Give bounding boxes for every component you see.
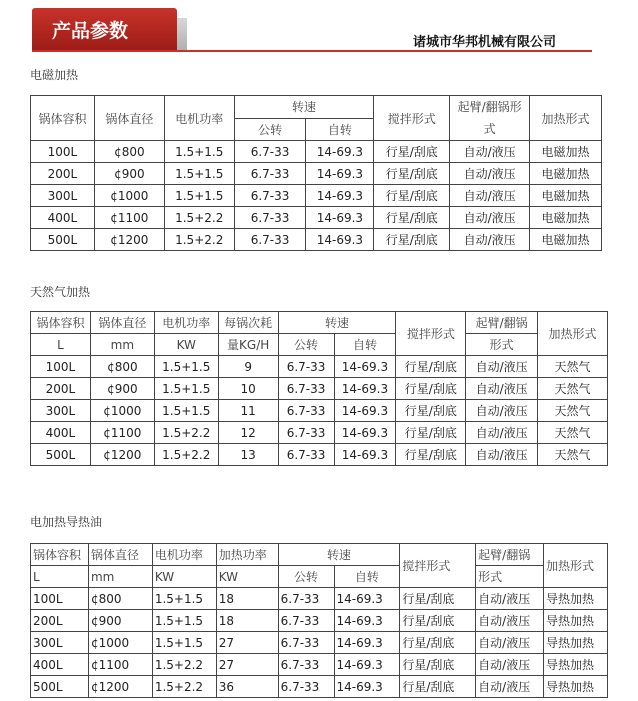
col-header: 电机功率 — [154, 312, 218, 334]
col-header: 每锅次耗 — [218, 312, 278, 334]
table-row — [31, 378, 608, 400]
table-cell: 行星/刮底 — [396, 356, 466, 378]
table-cell: 300L — [31, 185, 95, 207]
table-cell: 行星/刮底 — [374, 141, 450, 163]
table-cell: 6.7-33 — [278, 378, 334, 400]
table-cell: 行星/刮底 — [400, 654, 476, 676]
table-cell: 14-69.3 — [334, 588, 400, 610]
table-cell: 14-69.3 — [334, 356, 396, 378]
table-cell: 1.5+1.5 — [152, 632, 216, 654]
table-cell: 行星/刮底 — [400, 610, 476, 632]
col-subheader: 公转 — [278, 334, 334, 356]
table-cell: 1.5+1.5 — [152, 588, 216, 610]
col-header: 电机功率 — [152, 544, 216, 566]
table-cell: 200L — [31, 610, 89, 632]
col-header: 起臂/翻锅 — [466, 312, 538, 334]
table-cell: 导热加热 — [544, 632, 608, 654]
table-cell: 1.5+2.2 — [152, 676, 216, 698]
table-cell: 导热加热 — [544, 676, 608, 698]
table-cell: 500L — [31, 229, 95, 251]
col-header: 加热形式 — [544, 544, 608, 588]
table-cell: ¢800 — [88, 588, 152, 610]
col-header: 搅拌形式 — [396, 312, 466, 356]
table-cell: 自动/液压 — [450, 229, 530, 251]
col-subheader: mm — [88, 566, 152, 588]
col-header: 锅体容积 — [31, 312, 91, 334]
table-cell: 行星/刮底 — [396, 400, 466, 422]
table-cell: 自动/液压 — [466, 378, 538, 400]
table-row — [31, 610, 608, 632]
table-cell: 36 — [216, 676, 278, 698]
table-cell: 1.5+1.5 — [154, 400, 218, 422]
table-cell: 18 — [216, 588, 278, 610]
table-cell: 14-69.3 — [306, 229, 374, 251]
col-subheader: 量KG/H — [218, 334, 278, 356]
table-cell: ¢800 — [94, 141, 164, 163]
table-cell: 电磁加热 — [530, 163, 602, 185]
table-cell: 6.7-33 — [278, 400, 334, 422]
section-title-natural-gas: 天然气加热 — [30, 285, 91, 299]
table-cell: 行星/刮底 — [396, 444, 466, 466]
table-cell: 自动/液压 — [476, 588, 544, 610]
table-cell: 12 — [218, 422, 278, 444]
table-cell: 14-69.3 — [306, 185, 374, 207]
table-cell: 1.5+2.2 — [152, 654, 216, 676]
table-cell: 天然气 — [538, 422, 608, 444]
col-header: 转速 — [278, 544, 400, 566]
table-cell: ¢1200 — [94, 229, 164, 251]
table-cell: 1.5+1.5 — [164, 185, 234, 207]
table-cell: 行星/刮底 — [400, 632, 476, 654]
table-cell: 导热加热 — [544, 588, 608, 610]
table-cell: 27 — [216, 654, 278, 676]
table-cell: 14-69.3 — [306, 163, 374, 185]
table-cell: 14-69.3 — [334, 400, 396, 422]
section-title-thermal-oil: 电加热导热油 — [30, 515, 103, 529]
table-cell: 14-69.3 — [306, 141, 374, 163]
table-row — [31, 654, 608, 676]
table-cell: 6.7-33 — [278, 632, 334, 654]
col-subheader: KW — [154, 334, 218, 356]
page-header — [0, 0, 638, 52]
spec-table-electromagnetic — [30, 95, 602, 251]
header-divider — [32, 50, 592, 52]
table-cell: 1.5+2.2 — [154, 444, 218, 466]
col-header: 加热功率 — [216, 544, 278, 566]
table-cell: ¢1000 — [94, 185, 164, 207]
table-cell: 1.5+1.5 — [164, 141, 234, 163]
table-cell: 6.7-33 — [278, 422, 334, 444]
table-cell: 13 — [218, 444, 278, 466]
table-cell: 自动/液压 — [466, 356, 538, 378]
col-header: 搅拌形式 — [374, 96, 450, 141]
table-cell: 1.5+2.2 — [154, 422, 218, 444]
table-cell: ¢900 — [90, 378, 154, 400]
table-cell: ¢1100 — [88, 654, 152, 676]
table-cell: 自动/液压 — [466, 444, 538, 466]
table-cell: 自动/液压 — [476, 654, 544, 676]
table-row — [31, 444, 608, 466]
table-cell: 1.5+2.2 — [164, 229, 234, 251]
table-cell: 自动/液压 — [450, 207, 530, 229]
table-cell: 自动/液压 — [466, 422, 538, 444]
table-cell: 行星/刮底 — [400, 588, 476, 610]
table-cell: 1.5+1.5 — [164, 163, 234, 185]
table-row — [31, 185, 602, 207]
table-cell: 14-69.3 — [334, 610, 400, 632]
table-row — [31, 229, 602, 251]
spec-table-natural-gas — [30, 311, 608, 466]
table-cell: 14-69.3 — [334, 654, 400, 676]
col-header: 锅体容积 — [31, 96, 95, 141]
col-header: 锅体直径 — [94, 96, 164, 141]
table-cell: 100L — [31, 356, 91, 378]
col-header: 锅体直径 — [90, 312, 154, 334]
table-cell: ¢900 — [94, 163, 164, 185]
col-subheader: mm — [90, 334, 154, 356]
col-subheader: 自转 — [334, 334, 396, 356]
table-cell: 行星/刮底 — [374, 163, 450, 185]
col-subheader: 自转 — [334, 566, 400, 588]
table-cell: 1.5+2.2 — [164, 207, 234, 229]
table-cell: 6.7-33 — [278, 588, 334, 610]
table-cell: 6.7-33 — [234, 207, 306, 229]
table-cell: 电磁加热 — [530, 229, 602, 251]
table-cell: 电磁加热 — [530, 141, 602, 163]
table-cell: 6.7-33 — [234, 185, 306, 207]
tab-shadow — [177, 18, 187, 50]
table-cell: 6.7-33 — [234, 229, 306, 251]
col-subheader: 形式 — [476, 566, 544, 588]
company-name: 诸城市华邦机械有限公司 — [413, 35, 557, 50]
table-cell: 500L — [31, 444, 91, 466]
col-header: 搅拌形式 — [400, 544, 476, 588]
table-cell: 6.7-33 — [278, 676, 334, 698]
table-row — [31, 356, 608, 378]
table-cell: 27 — [216, 632, 278, 654]
table-cell: 200L — [31, 163, 95, 185]
table-cell: 9 — [218, 356, 278, 378]
table-cell: 自动/液压 — [450, 163, 530, 185]
table-cell: ¢900 — [88, 610, 152, 632]
table-cell: 400L — [31, 654, 89, 676]
table-cell: 6.7-33 — [234, 141, 306, 163]
table-cell: 14-69.3 — [334, 422, 396, 444]
table-row — [31, 141, 602, 163]
col-header: 起臂/翻锅形式 — [450, 96, 530, 141]
table-cell: 100L — [31, 588, 89, 610]
table-cell: ¢1000 — [88, 632, 152, 654]
col-subheader: KW — [216, 566, 278, 588]
col-header: 转速 — [234, 96, 374, 119]
table-row — [31, 676, 608, 698]
table-cell: 300L — [31, 400, 91, 422]
table-cell: 自动/液压 — [476, 610, 544, 632]
col-header: 起臂/翻锅 — [476, 544, 544, 566]
table-cell: 导热加热 — [544, 610, 608, 632]
table-cell: ¢1100 — [94, 207, 164, 229]
table-cell: 电磁加热 — [530, 185, 602, 207]
table-cell: 自动/液压 — [466, 400, 538, 422]
col-subheader: L — [31, 566, 89, 588]
table-cell: 14-69.3 — [334, 676, 400, 698]
table-row — [31, 163, 602, 185]
section-tab: 产品参数 — [32, 8, 177, 50]
spec-table-thermal-oil — [30, 543, 608, 698]
table-cell: 行星/刮底 — [374, 207, 450, 229]
table-cell: 1.5+1.5 — [154, 378, 218, 400]
table-cell: 1.5+1.5 — [154, 356, 218, 378]
col-subheader: 公转 — [278, 566, 334, 588]
table-cell: 14-69.3 — [334, 378, 396, 400]
table-cell: 100L — [31, 141, 95, 163]
table-cell: 400L — [31, 207, 95, 229]
table-cell: ¢1200 — [88, 676, 152, 698]
table-cell: 14-69.3 — [334, 444, 396, 466]
table-cell: 自动/液压 — [450, 185, 530, 207]
table-cell: 6.7-33 — [234, 163, 306, 185]
table-cell: 200L — [31, 378, 91, 400]
table-cell: 6.7-33 — [278, 444, 334, 466]
table-row — [31, 400, 608, 422]
col-subheader: L — [31, 334, 91, 356]
table-cell: 电磁加热 — [530, 207, 602, 229]
table-cell: 天然气 — [538, 378, 608, 400]
table-cell: 10 — [218, 378, 278, 400]
table-cell: 11 — [218, 400, 278, 422]
table-cell: 自动/液压 — [476, 676, 544, 698]
table-cell: 自动/液压 — [476, 632, 544, 654]
col-header: 加热形式 — [530, 96, 602, 141]
table-cell: 6.7-33 — [278, 356, 334, 378]
table-row — [31, 422, 608, 444]
table-cell: 自动/液压 — [450, 141, 530, 163]
table-cell: 6.7-33 — [278, 654, 334, 676]
table-row — [31, 632, 608, 654]
table-cell: 行星/刮底 — [396, 378, 466, 400]
table-cell: 14-69.3 — [334, 632, 400, 654]
table-cell: ¢1000 — [90, 400, 154, 422]
table-cell: 导热加热 — [544, 654, 608, 676]
table-cell: 天然气 — [538, 444, 608, 466]
table-cell: 天然气 — [538, 400, 608, 422]
col-header: 电机功率 — [164, 96, 234, 141]
col-subheader: 公转 — [234, 118, 306, 141]
table-cell: 500L — [31, 676, 89, 698]
col-header: 加热形式 — [538, 312, 608, 356]
table-cell: 18 — [216, 610, 278, 632]
table-cell: ¢1200 — [90, 444, 154, 466]
table-cell: 行星/刮底 — [396, 422, 466, 444]
table-cell: 天然气 — [538, 356, 608, 378]
table-cell: 1.5+1.5 — [152, 610, 216, 632]
table-cell: 400L — [31, 422, 91, 444]
col-header: 锅体容积 — [31, 544, 89, 566]
table-cell: 6.7-33 — [278, 610, 334, 632]
col-header: 锅体直径 — [88, 544, 152, 566]
col-subheader: KW — [152, 566, 216, 588]
col-header: 转速 — [278, 312, 396, 334]
table-cell: 行星/刮底 — [374, 229, 450, 251]
table-cell: ¢800 — [90, 356, 154, 378]
table-cell: 行星/刮底 — [374, 185, 450, 207]
col-subheader: 自转 — [306, 118, 374, 141]
table-cell: 14-69.3 — [306, 207, 374, 229]
table-cell: 行星/刮底 — [400, 676, 476, 698]
section-title-electromagnetic: 电磁加热 — [30, 68, 79, 82]
table-row — [31, 207, 602, 229]
table-row — [31, 588, 608, 610]
table-cell: ¢1100 — [90, 422, 154, 444]
table-cell: 300L — [31, 632, 89, 654]
col-subheader: 形式 — [466, 334, 538, 356]
